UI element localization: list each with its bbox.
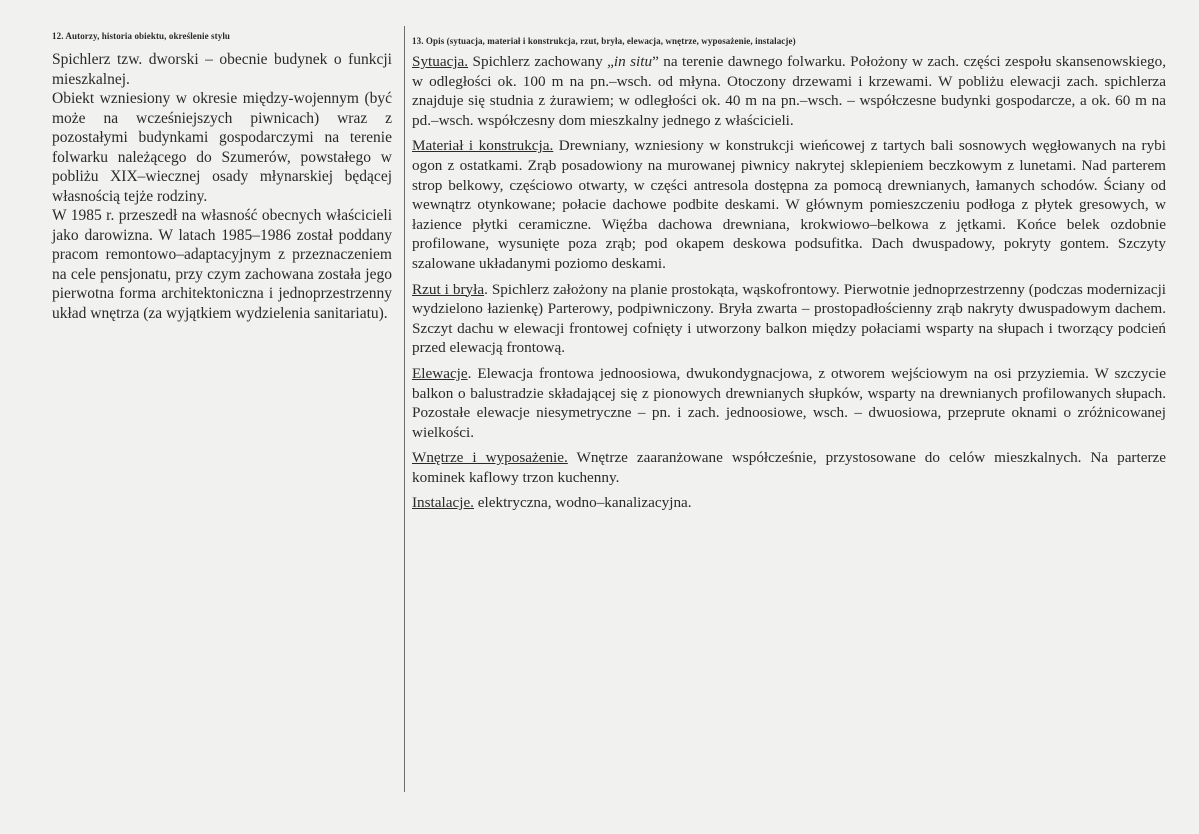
section-13-heading: 13. Opis (sytuacja, materiał i konstrukcja, rzut, bryła, elewacja, wnętrze, wyposażenie, instalacje) <box>412 36 796 46</box>
material-text: Drewniany, wzniesiony w konstrukcji wieńcowej z tartych bali sosnowych węgłowanych na rybi ogon z ostatkami. Zrąb posadowiony na murowanej piwnicy nakrytej sklepieniem beczkowym z lunetami. Nad parterem strop belkowy, częściowo otwarty, w części antresola dostępna za pomocą drewnianych, łamanych schodów. Ściany od wewnątrz otynkowane; połacie dachowe podbite deskami. W głównym pomieszczeniu podłoga z płytek gresowych, w łazience płytki ceramiczne. Więźba dachowa drewniana, krokwiowo–belkowa z jętkami. Końce belek ozdobnie profilowane, wysunięte poza zrąb; pod okapem deskowa podsufitka. Dach dwuspadowy, pokryty gontem. Szczyty szalowane układanymi poziomo deskami. <box>412 137 1166 272</box>
paragraph-instalacje <box>412 493 1166 513</box>
label-sytuacja: Sytuacja. <box>412 53 469 70</box>
sytuacja-text-b: ” na terenie dawnego folwarku. Położony w zach. części zespołu skansenowskiego, w odległości ok. 100 m na pn.–wsch. od młyna. Otoczony drzewami i krzewami. W pobliżu elewacji zach. spichlerza znajduje się studnia z żurawiem; w odległości ok. 40 m na pn.–wsch. – współczesne budynki gospodarcze, a ok. 60 m na pd.–wsch. współczesny dom mieszkalny jednego z właścicieli. <box>412 53 1166 129</box>
label-elewacje: Elewacje <box>412 364 468 382</box>
rzut-text: . Spichlerz założony na planie prostokąta, wąskofrontowy. Pierwotnie jednoprzestrzenny (podczas modernizacji wydzielono łazienkę) Parterowy, podpiwniczony. Bryła zwarta – prostopadłościenny zrąb nakryty dwuspadowym dachem. Szczyt dachu w elewacji frontowej cofnięty i utworzony balkon między połaciami wsparty na słupach i tworzący podcień przed elewacją frontową. <box>412 280 1167 357</box>
paragraph-elewacje <box>412 364 1166 442</box>
sytuacja-text-italic: in situ <box>613 53 653 70</box>
paragraph-material <box>412 136 1166 273</box>
label-material: Materiał i konstrukcja. <box>412 137 554 155</box>
label-rzut: Rzut i bryła <box>412 280 485 298</box>
wnetrze-text: Wnętrze zaaranżowane współcześnie, przystosowane do celów mieszkalnych. Na parterze kominek kaflowy trzon kuchenny. <box>412 449 1166 486</box>
sytuacja-text-a: Spichlerz zachowany „ <box>468 53 614 70</box>
column-divider <box>404 26 405 792</box>
section-13 <box>412 36 1166 519</box>
section-12-heading: 12. Autorzy, historia obiektu, określenie stylu <box>52 31 231 41</box>
paragraph-rzut <box>412 280 1166 358</box>
section-12 <box>52 31 392 323</box>
label-wnetrze: Wnętrze i wyposażenie. <box>412 449 568 467</box>
section-12-paragraph-3: W 1985 r. przeszedł na własność obecnych właścicieli jako darowizna. W latach 1985–1986 został poddany pracom remontowo–adaptacyjnym z przeznaczeniem na cele pensjonatu, przy czym zachowana została jego pierwotna forma architektoniczna i jednoprzestrzenny układ wnętrza (za wyjątkiem wydzielenia sanitariatu). <box>52 207 392 322</box>
section-12-paragraph-1: Spichlerz tzw. dworski – obecnie budynek o funkcji mieszkalnej. <box>52 51 392 88</box>
paragraph-sytuacja <box>412 52 1166 130</box>
label-instalacje: Instalacje. <box>412 494 474 512</box>
elewacje-text: . Elewacja frontowa jednoosiowa, dwukondygnacjowa, z otworem wejściowym na osi przyziemia. W szczycie balkon o balustradzie składającej się z pionowych drewnianych słupków, wsparty na drewnianych profilowanych słupach. Pozostałe elewacje niesymetryczne – pn. i zach. jednoosiowe, wsch. – dwuosiowa, przeprute oknami o zróżnicowanej wielkości. <box>412 364 1166 441</box>
instalacje-text: elektryczna, wodno–kanalizacyjna. <box>473 494 692 512</box>
section-12-paragraph-2: Obiekt wzniesiony w okresie między-wojennym (być może na wcześniejszych piwnicach) wraz z pozostałymi budynkami gospodarczymi na terenie folwarku należącego do Szumerów, powstałego w pobliżu XIX–wiecznej osady młynarskiej będącej własnością tejże rodziny. <box>52 90 392 205</box>
paragraph-wnetrze <box>412 448 1166 487</box>
